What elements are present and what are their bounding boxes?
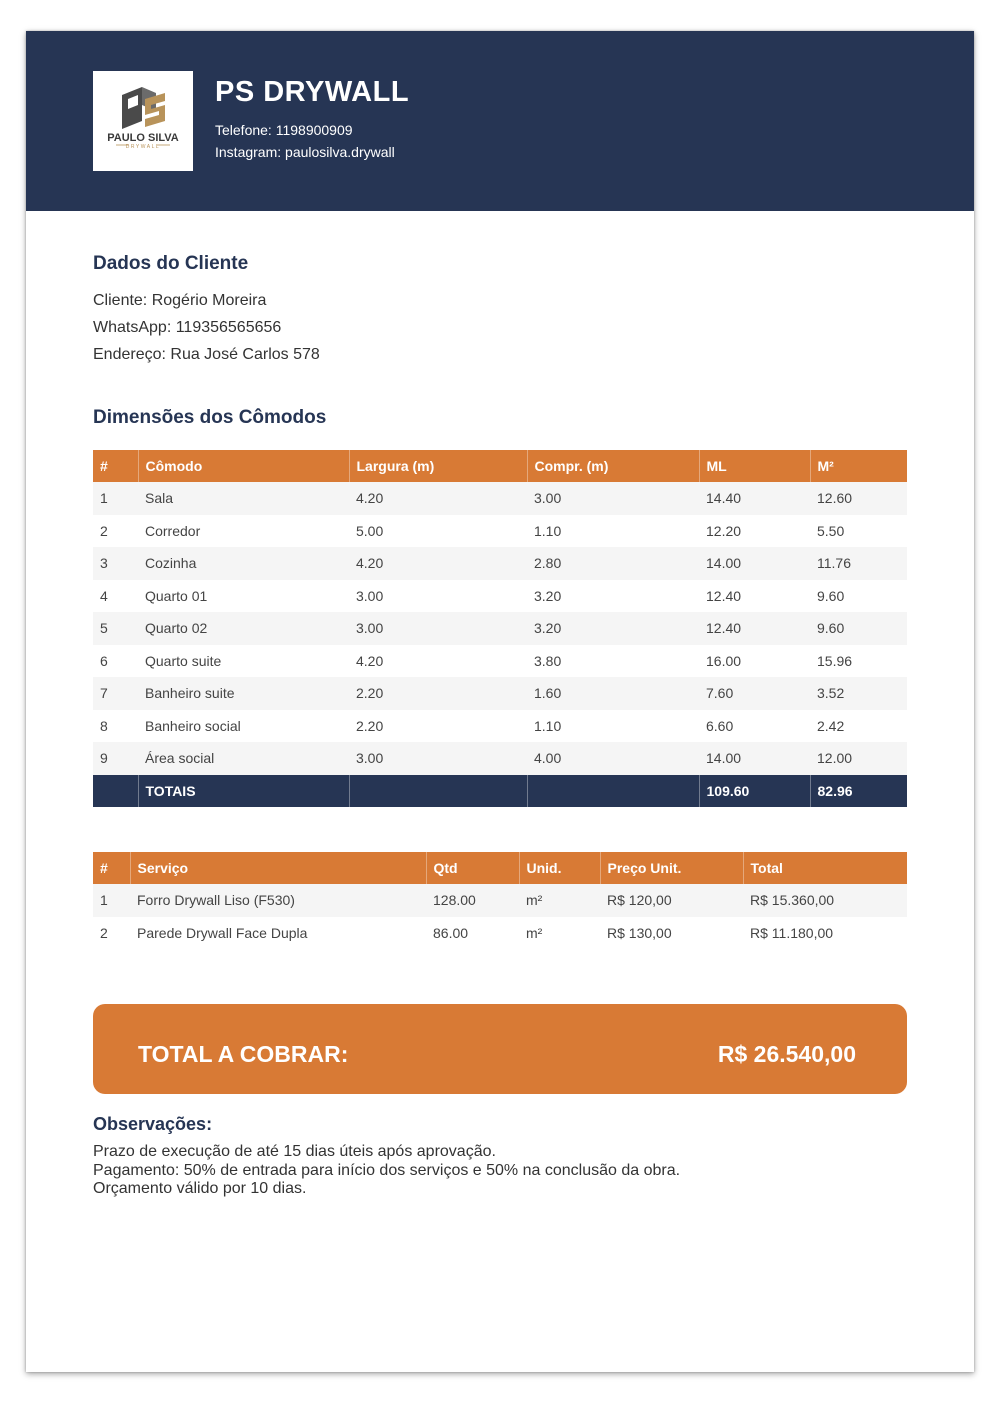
room-index-cell: 4 [93, 580, 138, 613]
rooms-table [93, 450, 907, 807]
rooms-section-title: Dimensões dos Cômodos [93, 407, 327, 428]
service-name-cell: Forro Drywall Liso (F530) [130, 884, 426, 917]
client-section-title: Dados do Cliente [93, 253, 249, 274]
totals-empty-cell [527, 775, 699, 808]
notes-line: Prazo de execução de até 15 dias úteis após aprovação. [93, 1143, 496, 1160]
room-width-cell: 2.20 [349, 710, 527, 743]
total-due-box [93, 1004, 907, 1094]
room-index-cell: 3 [93, 547, 138, 580]
client-address: Endereço: Rua José Carlos 578 [93, 346, 320, 363]
svg-text:DRYWALL: DRYWALL [125, 144, 161, 150]
room-ml-cell: 14.00 [699, 742, 810, 775]
rooms-totals-row [93, 775, 907, 808]
room-width-cell: 3.00 [349, 612, 527, 645]
services-col-unit: Unid. [519, 852, 600, 884]
rooms-col-m2: M² [810, 450, 907, 482]
totals-empty-cell [93, 775, 138, 808]
room-m2-cell: 2.42 [810, 710, 907, 743]
room-m2-cell: 9.60 [810, 612, 907, 645]
total-due-label: TOTAL A COBRAR: [138, 1041, 349, 1067]
room-name-cell: Banheiro suite [138, 677, 349, 710]
room-length-cell: 1.10 [527, 710, 699, 743]
service-total-cell: R$ 15.360,00 [743, 884, 907, 917]
room-name-cell: Área social [138, 742, 349, 775]
table-row [93, 710, 907, 743]
services-table-header [93, 852, 907, 884]
notes-title: Observações: [93, 1114, 213, 1134]
service-name-cell: Parede Drywall Face Dupla [130, 917, 426, 950]
room-m2-cell: 3.52 [810, 677, 907, 710]
totals-m2: 82.96 [810, 775, 907, 808]
notes-line: Orçamento válido por 10 dias. [93, 1180, 307, 1197]
table-row [93, 580, 907, 613]
room-width-cell: 4.20 [349, 547, 527, 580]
table-row [93, 515, 907, 548]
service-qty-cell: 128.00 [426, 884, 519, 917]
room-name-cell: Sala [138, 482, 349, 515]
service-total-cell: R$ 11.180,00 [743, 917, 907, 950]
svg-text:PAULO SILVA: PAULO SILVA [107, 132, 179, 144]
table-row [93, 742, 907, 775]
rooms-col-index: # [93, 450, 138, 482]
room-ml-cell: 14.00 [699, 547, 810, 580]
rooms-table-header [93, 450, 907, 482]
room-name-cell: Quarto 02 [138, 612, 349, 645]
table-row [93, 884, 907, 917]
client-name: Cliente: Rogério Moreira [93, 292, 267, 309]
table-row [93, 917, 907, 950]
room-width-cell: 2.20 [349, 677, 527, 710]
room-name-cell: Corredor [138, 515, 349, 548]
room-index-cell: 9 [93, 742, 138, 775]
services-col-total: Total [743, 852, 907, 884]
room-length-cell: 1.60 [527, 677, 699, 710]
room-name-cell: Banheiro social [138, 710, 349, 743]
room-m2-cell: 15.96 [810, 645, 907, 678]
room-name-cell: Cozinha [138, 547, 349, 580]
services-col-unit-price: Preço Unit. [600, 852, 743, 884]
room-length-cell: 3.20 [527, 612, 699, 645]
room-m2-cell: 11.76 [810, 547, 907, 580]
room-name-cell: Quarto suite [138, 645, 349, 678]
room-width-cell: 4.20 [349, 482, 527, 515]
room-length-cell: 3.80 [527, 645, 699, 678]
room-ml-cell: 12.20 [699, 515, 810, 548]
room-m2-cell: 5.50 [810, 515, 907, 548]
room-name-cell: Quarto 01 [138, 580, 349, 613]
room-length-cell: 3.00 [527, 482, 699, 515]
table-row [93, 547, 907, 580]
notes-line: Pagamento: 50% de entrada para início dos serviços e 50% na conclusão da obra. [93, 1162, 681, 1179]
services-col-index: # [93, 852, 130, 884]
table-row [93, 645, 907, 678]
service-index-cell: 2 [93, 917, 130, 950]
room-ml-cell: 12.40 [699, 612, 810, 645]
client-whatsapp: WhatsApp: 119356565656 [93, 319, 282, 336]
room-width-cell: 3.00 [349, 742, 527, 775]
rooms-col-length: Compr. (m) [527, 450, 699, 482]
header-banner [26, 31, 974, 211]
totals-empty-cell [349, 775, 527, 808]
rooms-col-width: Largura (m) [349, 450, 527, 482]
table-row [93, 482, 907, 515]
services-table [93, 852, 907, 949]
company-name: PS DRYWALL [215, 76, 410, 108]
room-index-cell: 8 [93, 710, 138, 743]
table-row [93, 677, 907, 710]
room-index-cell: 7 [93, 677, 138, 710]
room-ml-cell: 7.60 [699, 677, 810, 710]
totals-label: TOTAIS [138, 775, 349, 808]
room-width-cell: 3.00 [349, 580, 527, 613]
service-unit-cell: m² [519, 917, 600, 950]
rooms-col-room: Cômodo [138, 450, 349, 482]
ps-monogram-icon [93, 71, 193, 171]
total-due-value: R$ 26.540,00 [717, 1041, 856, 1067]
company-instagram: Instagram: paulosilva.drywall [215, 144, 395, 160]
room-length-cell: 1.10 [527, 515, 699, 548]
service-qty-cell: 86.00 [426, 917, 519, 950]
room-m2-cell: 9.60 [810, 580, 907, 613]
room-index-cell: 6 [93, 645, 138, 678]
room-length-cell: 3.20 [527, 580, 699, 613]
services-col-qty: Qtd [426, 852, 519, 884]
totals-ml: 109.60 [699, 775, 810, 808]
service-unit-cell: m² [519, 884, 600, 917]
room-ml-cell: 12.40 [699, 580, 810, 613]
room-width-cell: 4.20 [349, 645, 527, 678]
company-phone: Telefone: 1198900909 [215, 122, 353, 138]
room-length-cell: 4.00 [527, 742, 699, 775]
room-ml-cell: 16.00 [699, 645, 810, 678]
room-index-cell: 1 [93, 482, 138, 515]
room-ml-cell: 6.60 [699, 710, 810, 743]
room-width-cell: 5.00 [349, 515, 527, 548]
quote-sheet [26, 31, 974, 1372]
service-unit-price-cell: R$ 130,00 [600, 917, 743, 950]
room-index-cell: 5 [93, 612, 138, 645]
rooms-col-ml: ML [699, 450, 810, 482]
services-col-service: Serviço [130, 852, 426, 884]
room-index-cell: 2 [93, 515, 138, 548]
service-index-cell: 1 [93, 884, 130, 917]
room-ml-cell: 14.40 [699, 482, 810, 515]
table-row [93, 612, 907, 645]
room-m2-cell: 12.00 [810, 742, 907, 775]
room-m2-cell: 12.60 [810, 482, 907, 515]
service-unit-price-cell: R$ 120,00 [600, 884, 743, 917]
company-logo [93, 71, 193, 171]
room-length-cell: 2.80 [527, 547, 699, 580]
